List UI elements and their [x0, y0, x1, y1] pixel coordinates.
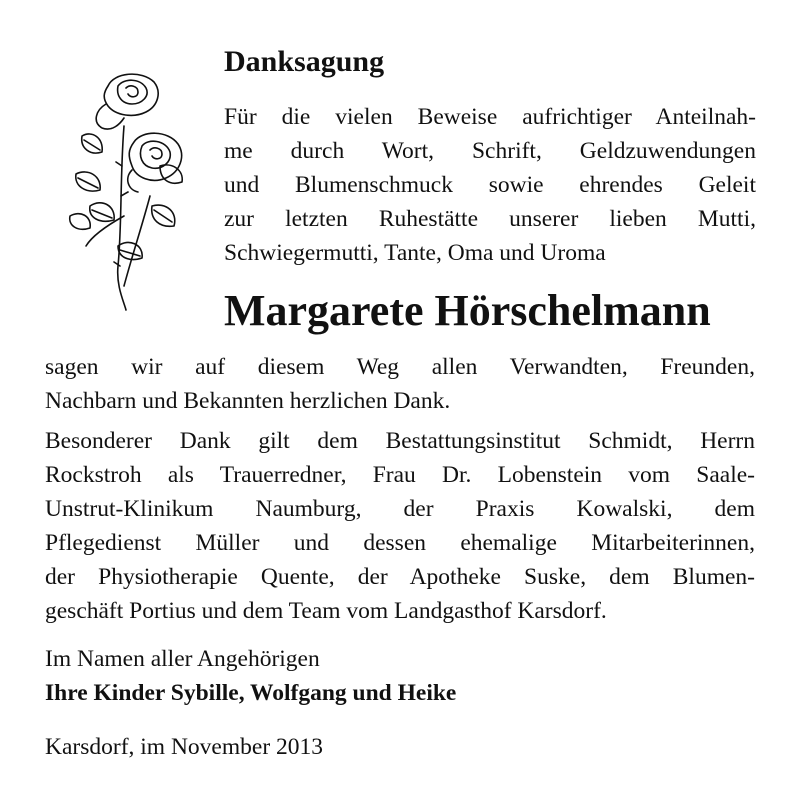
place-date: Karsdorf, im November 2013	[45, 734, 324, 760]
paragraph-line: sagen wir auf diesem Weg allen Verwandten, Freunden,	[45, 354, 755, 380]
intro-paragraph	[224, 100, 756, 270]
signature: Ihre Kinder Sybille, Wolfgang und Heike	[45, 680, 457, 706]
paragraph-line: Besonderer Dank gilt dem Bestattungsinstitut Schmidt, Herrn	[45, 428, 755, 454]
paragraph-line: geschäft Portius und dem Team vom Landgasthof Karsdorf.	[45, 598, 607, 624]
paragraph-line: Rockstroh als Trauerredner, Frau Dr. Lobenstein vom Saale-	[45, 462, 755, 488]
paragraph-line: Nachbarn und Bekannten herzlichen Dank.	[45, 388, 451, 414]
intro-line: Schwiegermutti, Tante, Oma und Uroma	[224, 240, 606, 266]
intro-line: und Blumenschmuck sowie ehrendes Geleit	[224, 172, 756, 198]
intro-line: Für die vielen Beweise aufrichtiger Anteilnah-	[224, 104, 756, 130]
paragraph-line: der Physiotherapie Quente, der Apotheke Suske, dem Blumen-	[45, 564, 755, 590]
paragraph-line: Pflegedienst Müller und dessen ehemalige Mitarbeiterinnen,	[45, 530, 755, 556]
intro-line: me durch Wort, Schrift, Geldzuwendungen	[224, 138, 756, 164]
special-thanks-paragraph	[45, 424, 755, 628]
thanks-paragraph	[45, 350, 755, 418]
deceased-name: Margarete Hörschelmann	[224, 286, 711, 335]
closing-block	[45, 642, 456, 710]
paragraph-line: Unstrut-Klinikum Naumburg, der Praxis Kowalski, dem	[45, 496, 755, 522]
heading: Danksagung	[224, 45, 385, 78]
intro-line: zur letzten Ruhestätte unserer lieben Mutti,	[224, 206, 756, 232]
closing-line: Im Namen aller Angehörigen	[45, 646, 320, 672]
roses-icon	[62, 66, 192, 312]
